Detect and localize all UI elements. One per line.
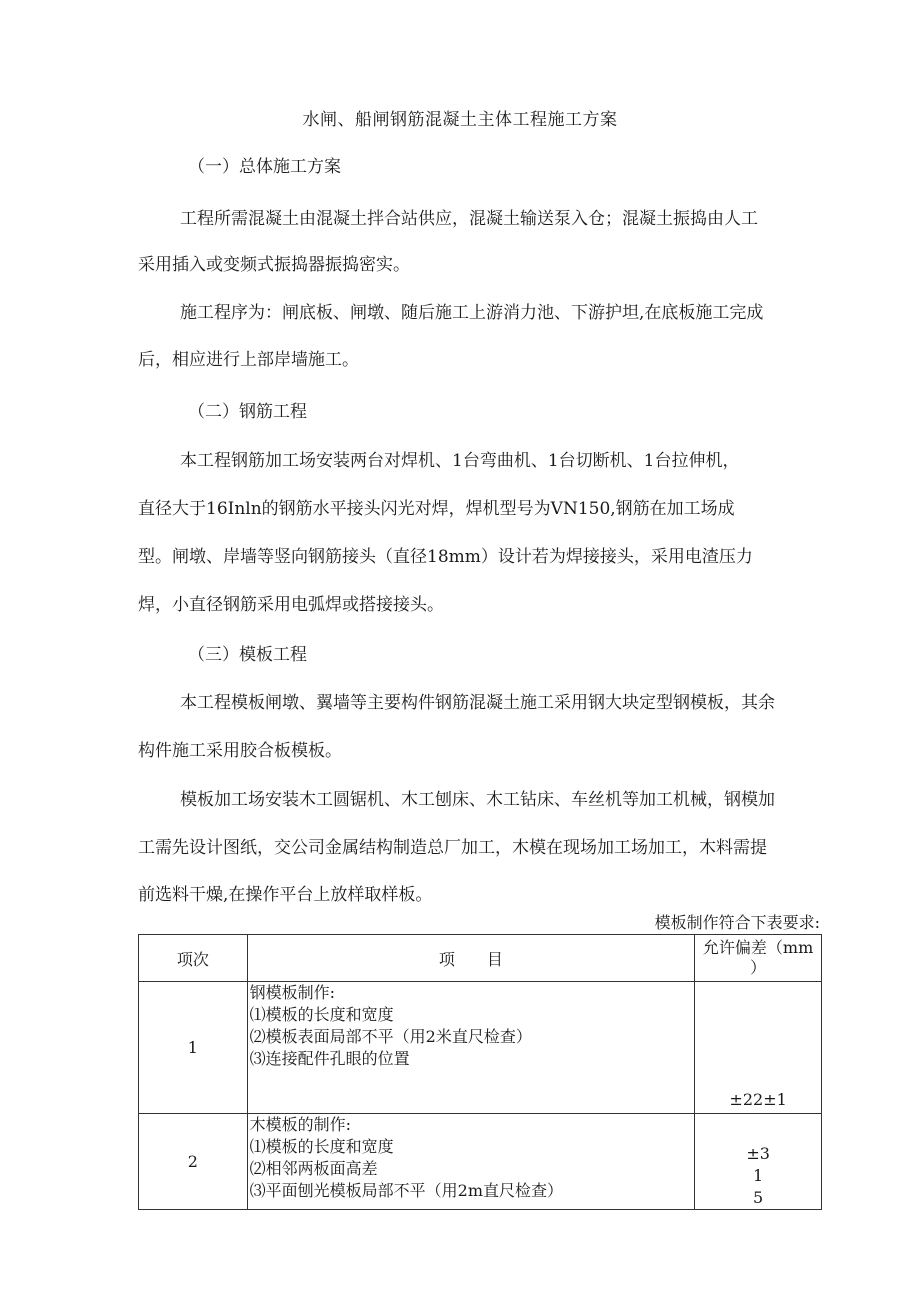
row-item: ⑵相邻两板面高差 [249,1159,378,1178]
row-item: 木模板的制作: [249,1115,352,1134]
paragraph-line: 工程所需混凝土由混凝土拌合站供应，混凝土输送泵入仓；混凝土振捣由人工 [180,209,758,229]
header-tolerance-line1: 允许偏差（mm [702,938,814,957]
row-items [247,1114,695,1210]
paragraph-line: 前选料干燥,在操作平台上放样取样板。 [138,885,433,905]
paragraph-line: 模板加工场安装木工圆锯机、木工刨床、木工钻床、车丝机等加工机械，钢模加 [180,790,775,810]
paragraph-line: 本工程钢筋加工场安装两台对焊机、1台弯曲机、1台切断机、1台拉伸机， [180,451,740,471]
header-tolerance [695,935,822,982]
tolerance-value: 1 [753,1166,764,1185]
section-heading-2: （二）钢筋工程 [188,402,307,422]
header-item: 项 目 [247,935,695,982]
paragraph-line: 焊，小直径钢筋采用电弧焊或搭接接头。 [138,595,444,615]
row-item: ⑵模板表面局部不平（用2米直尺检查） [249,1027,532,1046]
tolerance-value: 5 [753,1188,764,1207]
row-item: 钢模板制作: [249,983,336,1002]
row-item: ⑶平面刨光模板局部不平（用2m直尺检查） [249,1181,564,1200]
row-items [247,982,695,1114]
header-no: 项次 [139,935,248,982]
row-tolerance [695,982,822,1114]
paragraph-line: 构件施工采用胶合板模板。 [138,741,342,761]
row-item: ⑴模板的长度和宽度 [249,1137,394,1156]
paragraph-line: 直径大于16Inln的钢筋水平接头闪光对焊，焊机型号为VN150,钢筋在加工场成 [138,499,735,519]
document-title: 水闸、船闸钢筋混凝土主体工程施工方案 [302,110,618,130]
header-tolerance-line2: ） [750,958,767,977]
tolerance-table [138,934,822,1210]
section-heading-3: （三）模板工程 [188,645,307,665]
row-no: 1 [139,982,248,1114]
row-no: 2 [139,1114,248,1210]
table-header-row [139,935,822,982]
table-row [139,1114,822,1210]
paragraph-line: 施工程序为：闸底板、闸墩、随后施工上游消力池、下游护坦,在底板施工完成 [180,303,764,323]
tolerance-value: ±22±1 [729,1090,787,1109]
paragraph-line: 采用插入或变频式振捣器振捣密实。 [138,255,410,275]
row-item: ⑴模板的长度和宽度 [249,1005,394,1024]
paragraph-line: 后，相应进行上部岸墙施工。 [138,350,359,370]
paragraph-line: 本工程模板闸墩、翼墙等主要构件钢筋混凝土施工采用钢大块定型钢模板，其余 [180,693,775,713]
paragraph-line: 型。闸墩、岸墙等竖向钢筋接头（直径18mm）设计若为焊接接头，采用电渣压力 [138,547,753,567]
table-row [139,982,822,1114]
table-caption: 模板制作符合下表要求: [654,913,820,932]
paragraph-line: 工需先设计图纸，交公司金属结构制造总厂加工，木模在现场加工场加工，木料需提 [138,838,767,858]
row-item: ⑶连接配件孔眼的位置 [249,1049,410,1068]
section-heading-1: （一）总体施工方案 [188,157,341,177]
row-tolerance [695,1114,822,1210]
tolerance-value: ±3 [746,1144,770,1163]
